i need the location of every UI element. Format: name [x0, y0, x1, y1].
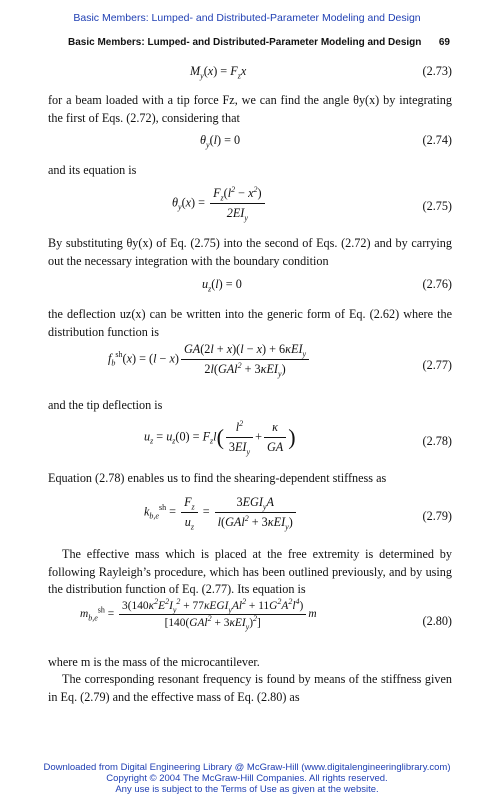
equation-number: (2.78) — [422, 434, 452, 448]
equation-number: (2.80) — [422, 614, 452, 628]
running-title: Basic Members: Lumped- and Distributed-Parameter Modeling and Design — [68, 37, 422, 48]
paragraph-7: The effective mass which is placed at the free extremity is determined by following Rayleigh’s procedure, which has been outlined previously, and by using the distribution function of Eq. (2.77). Its equation is — [48, 547, 452, 596]
page-number: 69 — [438, 37, 450, 48]
paragraph-8: where m is the mass of the microcantilever. — [48, 655, 260, 669]
equation-2-75: $\theta_y(x)$ = $\frac{F_z(l^2 - x^2)}{2EI_y}$ (2.75) — [172, 184, 452, 223]
paragraph-3: By substituting θy(x) of Eq. (2.75) into the second of Eqs. (2.72) and by carrying out the necessary integration with the boundary condition — [48, 236, 452, 268]
top-banner: Basic Members: Lumped- and Distributed-Parameter Modeling and Design — [73, 12, 421, 24]
equation-number: (2.76) — [422, 277, 452, 291]
equation-number: (2.79) — [422, 509, 452, 523]
footer-line-2: Copyright © 2004 The McGraw-Hill Companies. All rights reserved. — [106, 773, 388, 784]
equation-2-74: $\theta_y(l) = 0$ (2.74) — [200, 133, 452, 150]
footer-banner — [0, 762, 494, 795]
equation-2-78: $u_z = u_z(0) = F_zl$( $\frac{l^2}{3EI_y}$ + $\frac{\kappa}{GA}$ ) (2.78) — [144, 418, 452, 457]
paragraph-9: The corresponding resonant frequency is found by means of the stiffness given in Eq. (2.79) and the effective mass of Eq. (2.80) as — [48, 672, 452, 704]
paragraph-6: Equation (2.78) enables us to find the shearing-dependent stiffness as — [48, 471, 387, 485]
equation-2-79: $k_{b,e}^{sh}$ = $\frac{F_z}{u_z}$ = $\frac{3EGI_yA}{l(GAl^2 + 3\kappa EI_y)}$ (2.79) — [144, 495, 452, 532]
equation-number: (2.74) — [422, 133, 452, 147]
equation-number: (2.75) — [422, 199, 452, 213]
equation-2-73: $M_y(x) = F_zx$ (2.73) — [190, 64, 452, 81]
equation-number: (2.73) — [422, 64, 452, 78]
equation-2-77: $f_b^{sh}(x) = (l - x)$ $\frac{GA(2l + x)(l - x) + 6\kappa EI_y}{2l(GAl^2 + 3\kappa EI_y)}$ (2.77) — [108, 342, 452, 379]
equation-2-76: $u_z(l) = 0$ (2.76) — [202, 277, 452, 294]
footer-line-3: Any use is subject to the Terms of Use as given at the website. — [115, 784, 379, 795]
paragraph-1: for a beam loaded with a tip force Fz, we can find the angle θy(x) by integrating the first of Eqs. (2.72), considering that — [48, 93, 452, 125]
equation-2-80: $m_{b,e}^{sh}$ = $\frac{3(140\kappa^2E^2I_y^2 + 77\kappa EGI_yAl^2 + 11G^2A^2l^4)}{[140(GAl^2 + 3\kappa EI_y)^2]}$ m (2.80) — [80, 597, 452, 632]
footer-line-1[interactable]: Downloaded from Digital Engineering Library @ McGraw-Hill (www.digitalengineeringlibrary.com) — [43, 762, 451, 773]
paragraph-5: and the tip deflection is — [48, 398, 163, 412]
equation-number: (2.77) — [422, 358, 452, 372]
paragraph-2: and its equation is — [48, 163, 137, 177]
paragraph-4: the deflection uz(x) can be written into the generic form of Eq. (2.62) where the distribution function is — [48, 307, 452, 339]
running-header — [68, 37, 450, 48]
